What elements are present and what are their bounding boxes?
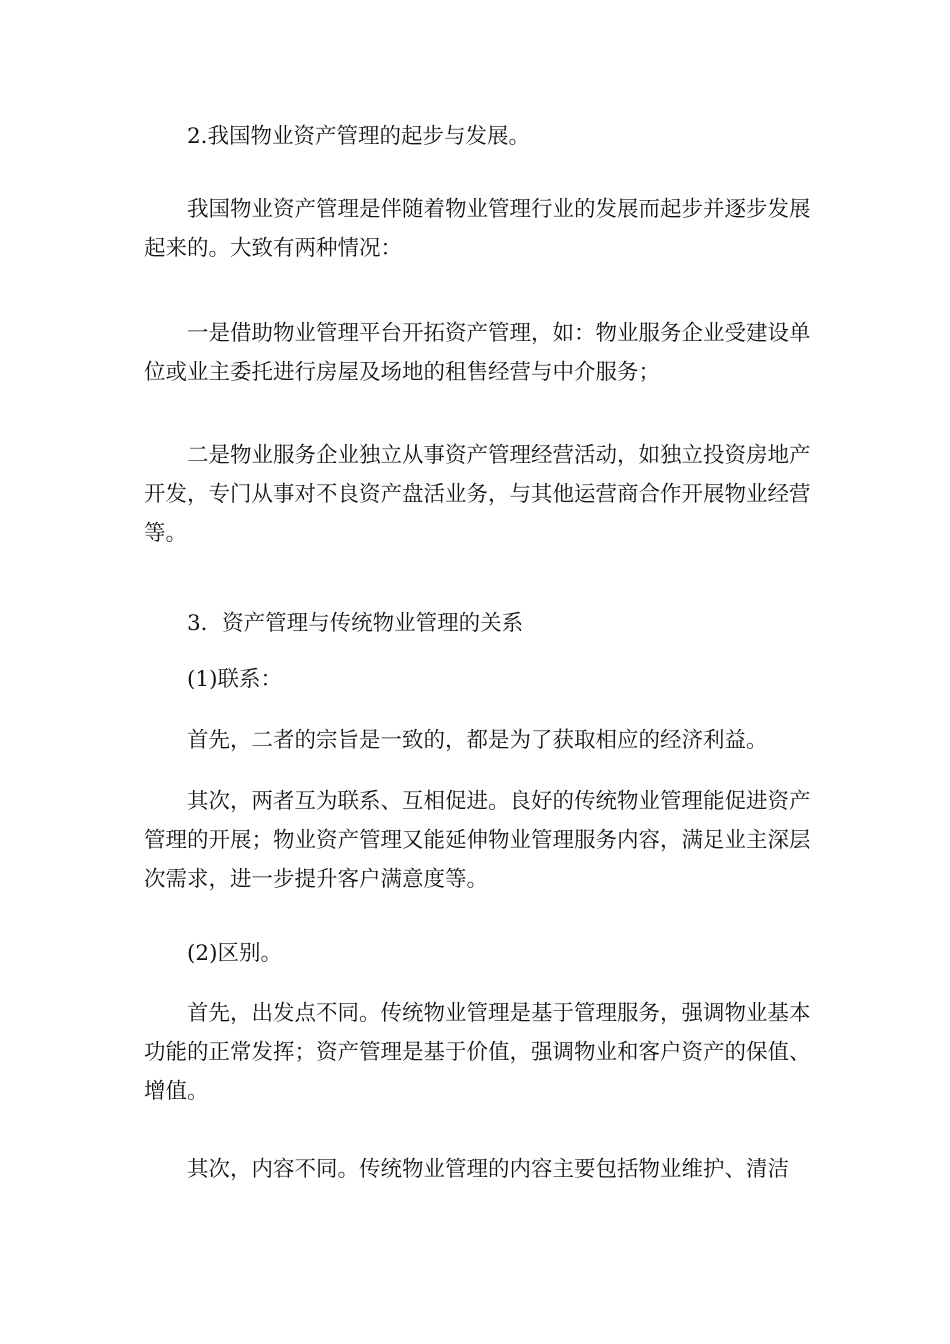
paragraph-difference-first: 首先，出发点不同。传统物业管理是基于管理服务，强调物业基本功能的正常发挥；资产管理是基于价值，强调物业和客户资产的保值、增值。 [144, 1001, 811, 1104]
subheading-relation: (1)联系： [187, 667, 282, 692]
paragraph-case-two: 二是物业服务企业独立从事资产管理经营活动，如独立投资房地产开发，专门从事对不良资产盘活业务，与其他运营商合作开展物业经营等。 [144, 443, 811, 546]
paragraph-case-one: 一是借助物业管理平台开拓资产管理，如：物业服务企业受建设单位或业主委托进行房屋及场地的租售经营与中介服务； [144, 321, 811, 385]
paragraph-relation-first: 首先，二者的宗旨是一致的，都是为了获取相应的经济利益。 [187, 728, 768, 753]
section-heading-3: 3．资产管理与传统物业管理的关系 [187, 611, 524, 636]
paragraph-intro: 我国物业资产管理是伴随着物业管理行业的发展而起步并逐步发展起来的。大致有两种情况： [144, 197, 811, 261]
paragraph-relation-second: 其次，两者互为联系、互相促进。良好的传统物业管理能促进资产管理的开展；物业资产管理又能延伸物业管理服务内容，满足业主深层次需求，进一步提升客户满意度等。 [144, 789, 811, 892]
paragraph-difference-second: 其次，内容不同。传统物业管理的内容主要包括物业维护、清洁 [187, 1157, 790, 1182]
subheading-difference: (2)区别。 [187, 941, 282, 966]
section-heading-2: 2.我国物业资产管理的起步与发展。 [187, 124, 531, 149]
